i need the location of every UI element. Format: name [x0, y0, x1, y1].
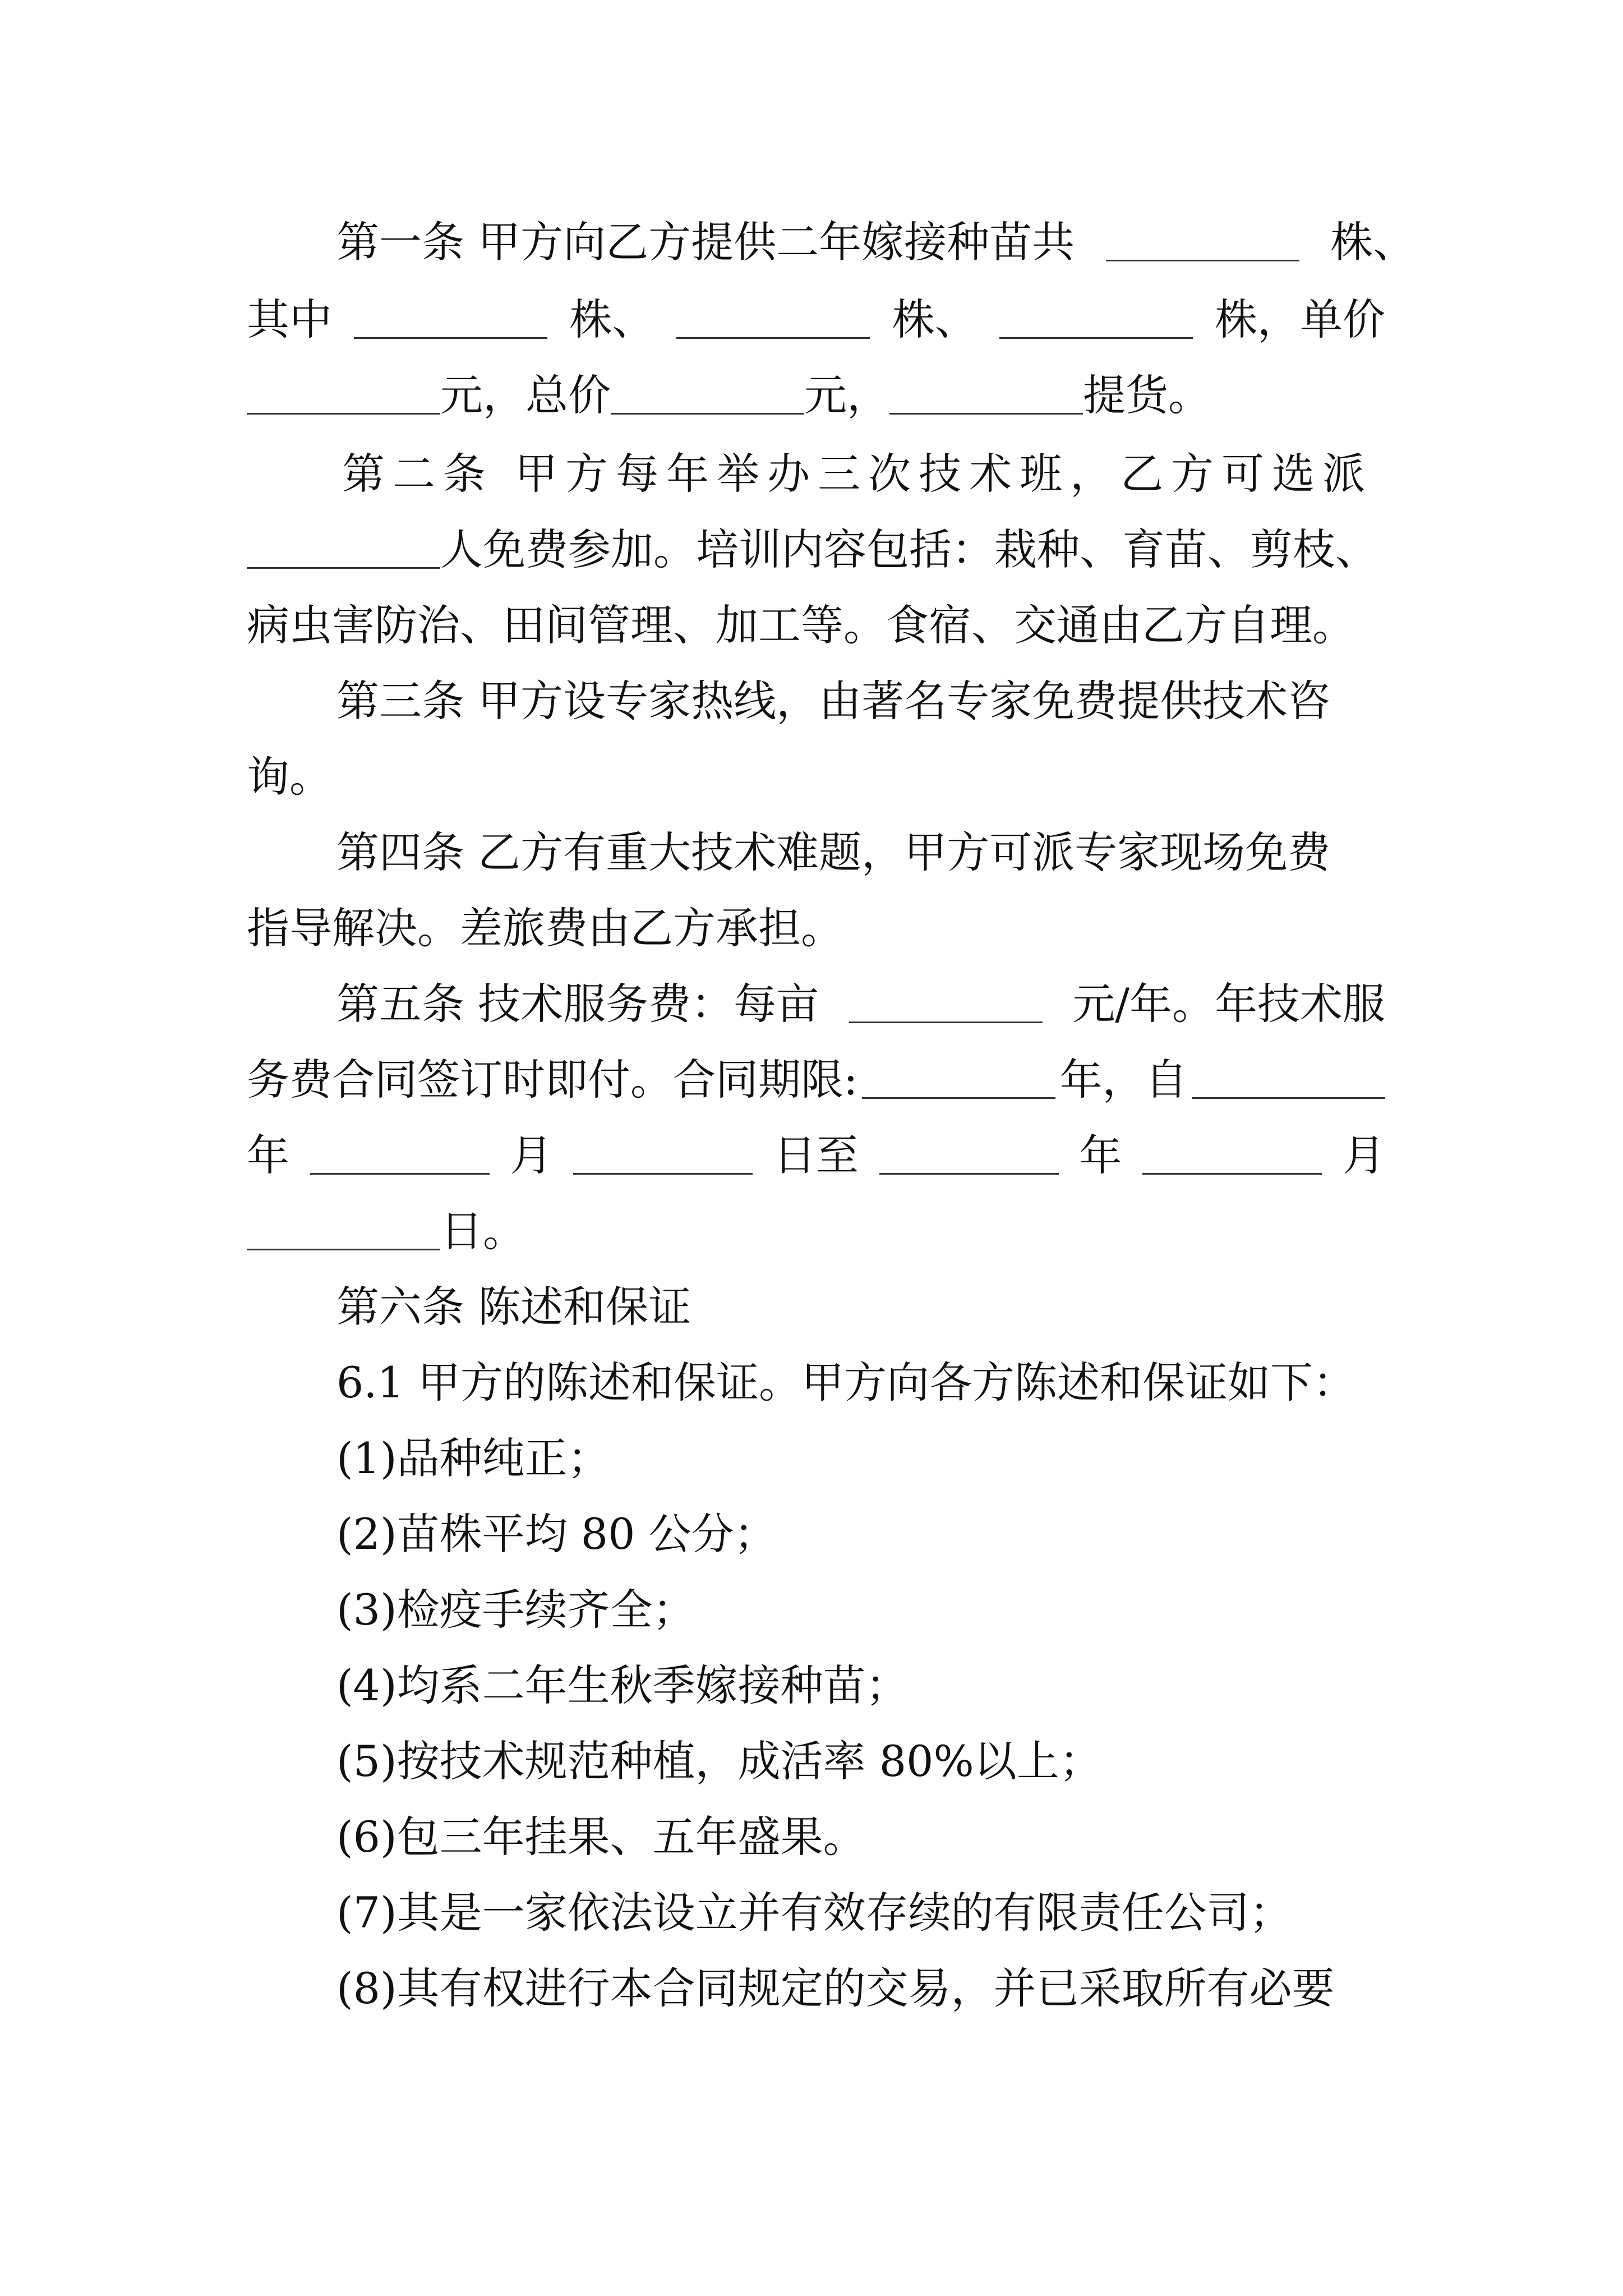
article6-section-6-1 [336, 1349, 1475, 1416]
article5-line1 [336, 970, 1385, 1038]
list-item: (7)其是一家依法设立并有效存续的有限责任公司； [336, 1888, 1292, 1938]
article4-text: 第四条 乙方有重大技术难题，甲方可派专家现场免费 [336, 827, 1331, 877]
blank-field [999, 334, 1193, 339]
article1-text: 元， [804, 370, 889, 420]
list-item: (4)均系二年生秋季嫁接种苗； [336, 1660, 909, 1710]
article5-line3 [247, 1122, 1385, 1189]
article1-text: 株、 [1330, 217, 1415, 267]
article3-text: 第三条 甲方设专家热线，由著名专家免费提供技术咨 [336, 676, 1331, 726]
article1-text: 提货。 [1083, 370, 1211, 420]
blank-field [247, 409, 440, 415]
article1-text: 株、 [892, 295, 978, 344]
list-item: (6)包三年挂果、五年盛果。 [336, 1812, 866, 1862]
list-item: (1)品种纯正； [336, 1433, 610, 1483]
article6-item [336, 1652, 1475, 1719]
article6-item [336, 1501, 1475, 1568]
blank-field [354, 334, 547, 339]
article6-text: 第六条 陈述和保证 [336, 1282, 691, 1332]
blank-field [611, 409, 804, 415]
article1-text: 株，单价 [1214, 295, 1385, 344]
article3-line1 [336, 668, 1475, 735]
article3-line2 [247, 743, 1385, 811]
article4-line2 [247, 895, 1385, 962]
article2-text: 人免费参加。培训内容包括：栽种、育苗、剪枝、 [440, 524, 1378, 574]
list-item: (5)按技术规范种植，成活率 80%以上； [336, 1736, 1102, 1786]
article5-text: 第五条 技术服务费：每亩 [336, 979, 819, 1029]
list-item: (3)检疫手续齐全； [336, 1585, 695, 1635]
article1-text: 株、 [569, 295, 655, 344]
article6-item [336, 1955, 1475, 2022]
article4-line1 [336, 819, 1475, 886]
article5-text: 月 [1343, 1130, 1385, 1180]
list-item: (2)苗株平均 80 公分； [336, 1509, 777, 1559]
blank-field [1192, 1094, 1385, 1099]
article5-text: 年 [1079, 1130, 1122, 1180]
article6-item [336, 1803, 1475, 1871]
article6-item [336, 1879, 1475, 1947]
article5-text: 月 [510, 1130, 553, 1180]
article6-item [336, 1728, 1475, 1795]
article5-text: 年 [247, 1130, 289, 1180]
blank-field [1106, 256, 1299, 261]
blank-field [310, 1170, 490, 1175]
article5-text: 年，自 [1059, 1055, 1188, 1105]
article3-text: 询。 [247, 752, 332, 802]
blank-field [247, 564, 440, 569]
article2-text: 病虫害防治、田间管理、加工等。食宿、交通由乙方自理。 [247, 600, 1355, 650]
blank-field [862, 1094, 1055, 1099]
article2-line1 [342, 440, 1386, 508]
blank-field [676, 334, 870, 339]
article1-text: 第一条 甲方向乙方提供二年嫁接种苗共 [336, 217, 1075, 267]
article5-text: 日至 [773, 1130, 859, 1180]
article5-text: 务费合同签订时即付。合同期限: [247, 1055, 858, 1105]
blank-field [849, 1018, 1043, 1023]
article1-text: 其中 [247, 295, 332, 344]
article6-title [336, 1273, 1475, 1341]
article4-text: 指导解决。差旅费由乙方承担。 [247, 903, 843, 953]
article1-text: 元，总价 [440, 370, 611, 420]
article5-line4 [247, 1198, 1385, 1265]
article1-line2 [247, 286, 1385, 353]
list-item: (8)其有权进行本合同规定的交易，并已采取所有必要 [336, 1963, 1335, 2013]
article5-text: 日。 [440, 1206, 525, 1256]
article2-line3 [247, 592, 1385, 659]
article6-item [336, 1425, 1475, 1492]
article2-text: 第二条 甲方每年举办三次技术班，乙方可选派 [342, 449, 1373, 499]
article1-line1 [336, 209, 1415, 276]
blank-field [247, 1245, 440, 1250]
blank-field [1142, 1170, 1322, 1175]
blank-field [889, 409, 1083, 415]
article5-line2 [247, 1046, 1385, 1114]
article5-text: 元/年。年技术服 [1072, 979, 1385, 1029]
blank-field [879, 1170, 1059, 1175]
article6-item [336, 1576, 1475, 1644]
article1-line3 [247, 362, 1385, 429]
blank-field [573, 1170, 753, 1175]
article6-text: 6.1 甲方的陈述和保证。甲方向各方陈述和保证如下： [336, 1358, 1356, 1407]
article2-line2 [247, 516, 1385, 583]
